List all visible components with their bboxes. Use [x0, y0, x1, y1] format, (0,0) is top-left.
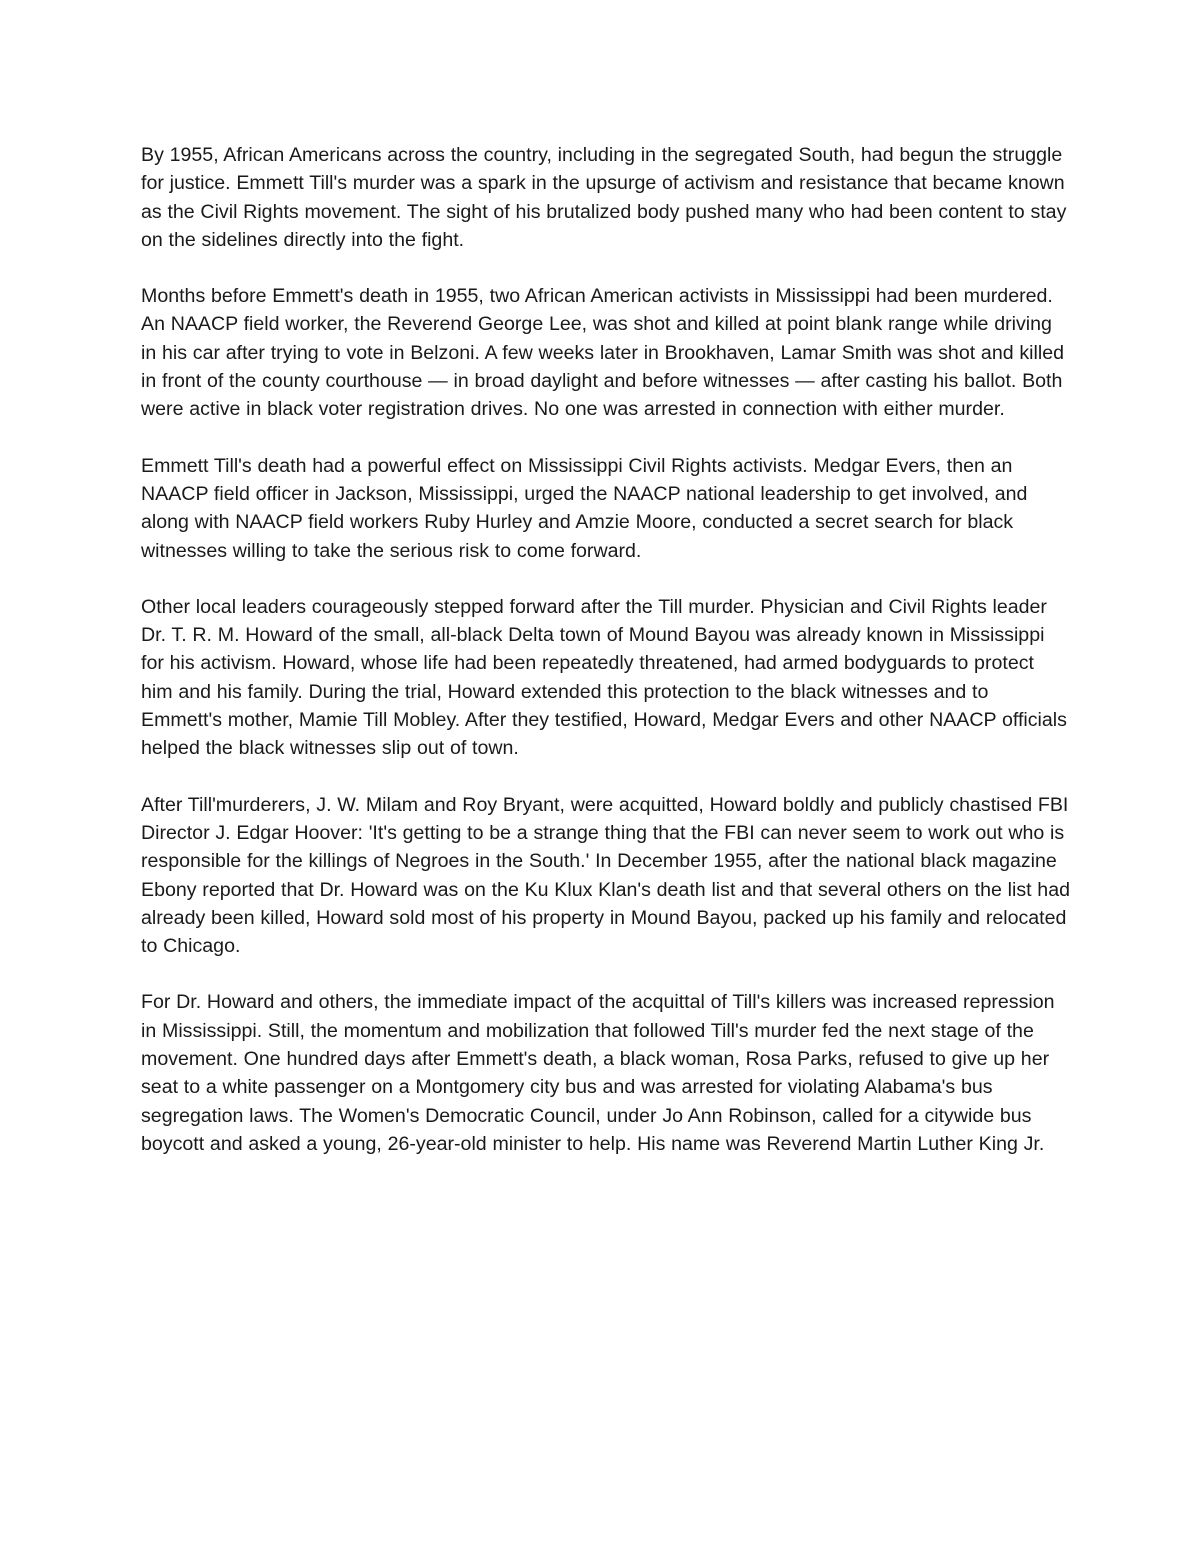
document-body	[141, 141, 1071, 1186]
paragraph-5: After Till'murderers, J. W. Milam and Roy Bryant, were acquitted, Howard boldly and publicly chastised FBI Director J. Edgar Hoover: 'It's getting to be a strange thing that the FBI can never seem to work out who is responsible for the killings of Negroes in the South.' In December 1955, after the national black magazine Ebony reported that Dr. Howard was on the Ku Klux Klan's death list and that several others on the list had already been killed, Howard sold most of his property in Mound Bayou, packed up his family and relocated to Chicago.	[141, 793, 1071, 958]
paragraph-4: Other local leaders courageously stepped forward after the Till murder. Physician and Civil Rights leader Dr. T. R. M. Howard of the small, all-black Delta town of Mound Bayou was already known in Mississippi for his activism. Howard, whose life had been repeatedly threatened, had armed bodyguards to protect him and his family. During the trial, Howard extended this protection to the black witnesses and to Emmett's mother, Mamie Till Mobley. After they testified, Howard, Medgar Evers and other NAACP officials helped the black witnesses slip out of town.	[141, 595, 1067, 760]
paragraph-1: By 1955, African Americans across the country, including in the segregated South, had begun the struggle for justice. Emmett Till's murder was a spark in the upsurge of activism and resistance that became known as the Civil Rights movement. The sight of his brutalized body pushed many who had been content to stay on the sidelines directly into the fight.	[141, 144, 1067, 251]
paragraph-6: For Dr. Howard and others, the immediate impact of the acquittal of Till's killers was increased repression in Mississippi. Still, the momentum and mobilization that followed Till's murder fed the next stage of the movement. One hundred days after Emmett's death, a black woman, Rosa Parks, refused to give up her seat to a white passenger on a Montgomery city bus and was arrested for violating Alabama's bus segregation laws. The Women's Democratic Council, under Jo Ann Robinson, called for a citywide bus boycott and asked a young, 26-year-old minister to help. His name was Reverend Martin Luther King Jr.	[141, 991, 1055, 1155]
paragraph-2: Months before Emmett's death in 1955, two African American activists in Mississippi had been murdered. An NAACP field worker, the Reverend George Lee, was shot and killed at point blank range while driving in his car after trying to vote in Belzoni. A few weeks later in Brookhaven, Lamar Smith was shot and killed in front of the county courthouse — in broad daylight and before witnesses — after casting his ballot. Both were active in black voter registration drives. No one was arrested in connection with either murder.	[141, 285, 1065, 421]
paragraph-3: Emmett Till's death had a powerful effect on Mississippi Civil Rights activists. Medgar Evers, then an NAACP field officer in Jackson, Mississippi, urged the NAACP national leadership to get involved, and along with NAACP field workers Ruby Hurley and Amzie Moore, conducted a secret search for black witnesses willing to take the serious risk to come forward.	[141, 454, 1028, 562]
